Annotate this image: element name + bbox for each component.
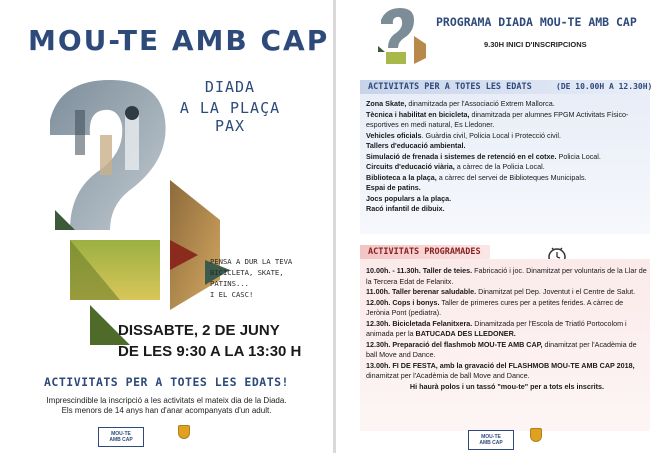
activity-item <box>366 287 648 298</box>
subtitle-location: A LA PLAÇA PAX <box>179 99 281 135</box>
activity-item <box>366 183 648 194</box>
question-mark-mini-collage <box>376 8 428 64</box>
slogan-line: PENSA A DUR LA TEVA <box>210 257 293 266</box>
activity-detail: Dinamitzat pel Dep. Joventut i el Centre de Salut. <box>476 287 636 296</box>
activity-item <box>366 162 648 173</box>
activity-detail: . Guàrdia civil, Policia Local i Protecció civil. <box>421 130 561 140</box>
activity-detail: dinamitzada per alumnes FPGM Activitats Físico-esportives en medi natural, Es Lledoner. <box>366 109 629 129</box>
slogan-line: I EL CASC! <box>210 290 254 299</box>
slogan <box>210 256 320 300</box>
activity-item <box>366 340 648 361</box>
activity-name: Vehicles oficials <box>366 130 422 140</box>
activity-item <box>366 194 648 205</box>
programmed-activity-list <box>366 266 648 392</box>
activity-detail: Fabricació i joc. Dinamitzat per voluntaris de la Llar de la Tercera Edat de Felanitx. <box>366 266 647 286</box>
activity-item <box>366 110 648 131</box>
activity-detail: dinamitzada per l'Associació Extrem Mallorca. <box>406 99 555 108</box>
activity-name: 12.30h. Bicicletada Felanitxera. <box>366 318 473 328</box>
activity-detail: Taller de primeres cures per a petites ferides. A càrrec de Jerònia Pont (pediatra). <box>366 297 624 317</box>
activity-detail: Policia Local. <box>556 151 601 161</box>
activity-item <box>366 141 648 152</box>
town-crest-logo <box>524 428 548 452</box>
mou-te-logo: MOU-TE AMB CAP <box>468 430 514 450</box>
activity-name: 12.00h. Cops i bonys. <box>366 297 440 307</box>
poster-title: MOU-TE AMB CAP <box>28 24 330 57</box>
activity-detail: Dinamitzada per l'Escola de Triatló Portocolom i animada per la <box>366 318 627 338</box>
mou-te-logo: MOU-TE AMB CAP <box>98 427 144 447</box>
activity-name: Zona Skate, <box>366 99 407 108</box>
activity-item <box>366 319 648 340</box>
section-all-ages-time: (DE 10.00H A 12.30H) <box>556 82 653 91</box>
section-programmed-header: ACTIVITATS PROGRAMADES <box>360 245 490 259</box>
activity-highlight: BATUCADA DES LLEDONER. <box>415 329 516 338</box>
town-crest-logo <box>172 425 196 449</box>
activity-item <box>366 131 648 142</box>
activity-detail: a càrrec del servei de Biblioteques Municipals. <box>436 172 587 182</box>
minors-note: Els menors de 14 anys han d'anar acompanyats d'un adult. <box>61 406 272 415</box>
activity-name: Circuits d'educació viària, <box>366 162 455 171</box>
activity-name: Racó infantil de dibuix. <box>366 204 445 213</box>
activity-item <box>366 266 648 287</box>
activity-item <box>366 173 648 184</box>
activity-item <box>366 152 648 163</box>
activity-detail: dinamitzat per l'Acadèmia de ball Move and Dance. <box>366 339 637 359</box>
activity-name: 11.00h. Taller berenar saludable. <box>366 287 477 296</box>
activity-name: 10.00h. - 11.30h. Taller de teies. <box>366 266 473 275</box>
activity-name: Tècnica i habilitat en bicicleta, <box>366 109 470 119</box>
activity-item <box>366 99 648 110</box>
closing-note: Hi haurà polos i un tassó "mou-te" per a tots els inscrits. <box>409 381 605 391</box>
event-date: DISSABTE, 2 DE JUNY <box>118 322 280 339</box>
activity-name: Tallers d'educació ambiental. <box>366 141 466 150</box>
activity-item <box>366 204 648 215</box>
activity-item <box>366 298 648 319</box>
event-time: DE LES 9:30 A LA 13:30 H <box>118 343 302 360</box>
section-all-ages-header: ACTIVITATS PER A TOTES LES EDATS <box>360 80 650 94</box>
activity-item <box>366 361 648 382</box>
activity-name: 13.00h. FI DE FESTA, amb la gravació del FLASHMOB MOU-TE AMB CAP 2018, <box>366 360 635 370</box>
activity-detail: a càrrec de la Policia Local. <box>454 162 545 171</box>
program-subtitle: 9.30H INICI D'INSCRIPCIONS <box>484 40 587 49</box>
activity-name: Jocs populars a la plaça. <box>366 193 452 203</box>
slogan-line: BICICLETA, SKATE, PATINS... <box>210 268 284 288</box>
activity-name: Biblioteca a la plaça, <box>366 172 437 182</box>
left-poster-page <box>0 0 333 453</box>
activity-name: Espai de patins. <box>366 183 421 192</box>
registration-note: Imprescindible la inscripció a les activitats el mateix dia de la Diada. <box>46 396 287 405</box>
activity-name: Simulació de frenada i sistemes de retenció en el cotxe. <box>366 151 557 161</box>
program-title: PROGRAMA DIADA MOU-TE AMB CAP <box>436 15 637 29</box>
subtitle-diada: DIADA <box>204 78 256 96</box>
right-program-page <box>336 0 670 453</box>
activities-banner: ACTIVITATS PER A TOTES LES EDATS! <box>44 375 289 389</box>
activity-name: 12.30h. Preparació del flashmob MOU-TE AMB CAP, <box>366 339 543 349</box>
all-ages-activity-list <box>366 99 648 215</box>
activity-detail: dinamitzat per l'Acadèmia de ball Move and Dance. <box>366 371 530 380</box>
